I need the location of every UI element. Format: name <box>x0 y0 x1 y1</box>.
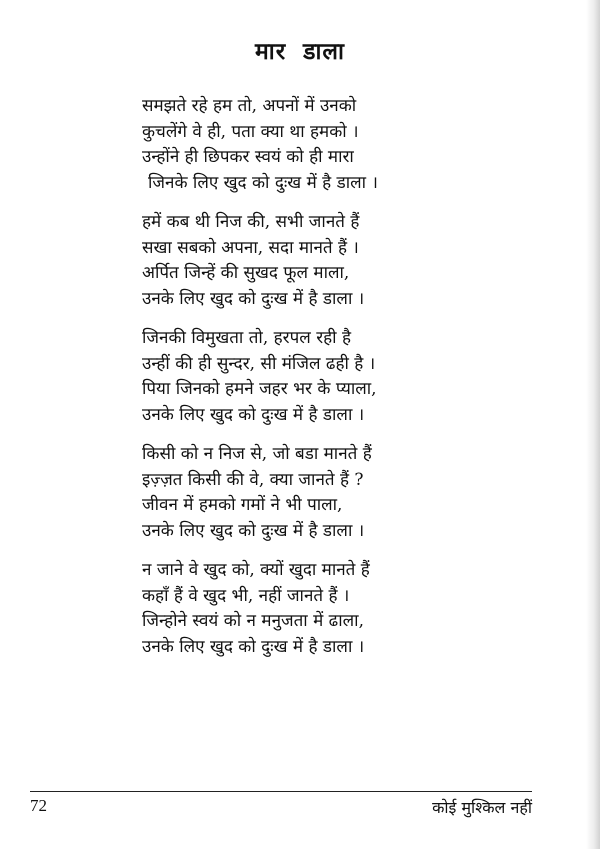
poem-line: उनके लिए खुद को दुःख में है डाला । <box>142 520 365 541</box>
stanza-3 <box>142 326 522 428</box>
poem-line: पिया जिनको हमने जहर भर के प्याला, <box>142 379 377 399</box>
poem-line: न जाने वे खुद को, क्यों खुदा मानते हैं <box>142 560 370 580</box>
footer-rule <box>30 791 532 792</box>
stanza-2 <box>142 210 522 312</box>
poem-line: जिनकी विमुखता तो, हरपल रही है <box>142 328 352 348</box>
poem-line: इज़्ज़त किसी की वे, क्या जानते हैं ? <box>142 469 364 490</box>
poem-line: उनके लिए खुद को दुःख में है डाला । <box>142 636 365 657</box>
poem-line: जिन्होने स्वयं को न मनुजता में ढाला, <box>142 611 364 631</box>
poem-line: उनके लिए खुद को दुःख में है डाला । <box>142 288 365 309</box>
stanza-1 <box>142 94 522 196</box>
poem-line: सखा सबको अपना, सदा मानते हैं । <box>142 237 359 258</box>
poem-line: कुचलेंगे वे ही, पता क्या था हमको । <box>142 121 359 142</box>
page-number: 72 <box>30 796 47 815</box>
stanza-5 <box>142 558 522 660</box>
poem-line: कहाँ हैं वे खुद भी, नहीं जानते हैं । <box>142 585 350 606</box>
book-title-footer: कोई मुश्किल नहीं <box>432 798 532 817</box>
poem-line: जिनके लिए खुद को दुःख में है डाला । <box>148 172 378 193</box>
poem-body <box>142 94 522 674</box>
poem-line: उन्होंने ही छिपकर स्वयं को ही मारा <box>142 147 354 167</box>
poem-line: जीवन में हमको गमों ने भी पाला, <box>142 495 343 515</box>
poem-title: मार डाला <box>255 39 345 65</box>
stanza-4 <box>142 442 522 544</box>
poem-line: किसी को न निज से, जो बडा मानते हैं <box>142 444 372 464</box>
poem-line: समझते रहे हम तो, अपनों में उनको <box>142 96 357 116</box>
page-edge-shadow <box>586 0 600 849</box>
poem-line: उनके लिए खुद को दुःख में है डाला । <box>142 404 365 425</box>
poem-line: उन्हीं की ही सुन्दर, सी मंजिल ढही है । <box>142 353 376 374</box>
poem-line: हमें कब थी निज की, सभी जानते हैं <box>142 212 360 232</box>
poem-line: अर्पित जिन्हें की सुखद फूल माला, <box>142 263 350 283</box>
